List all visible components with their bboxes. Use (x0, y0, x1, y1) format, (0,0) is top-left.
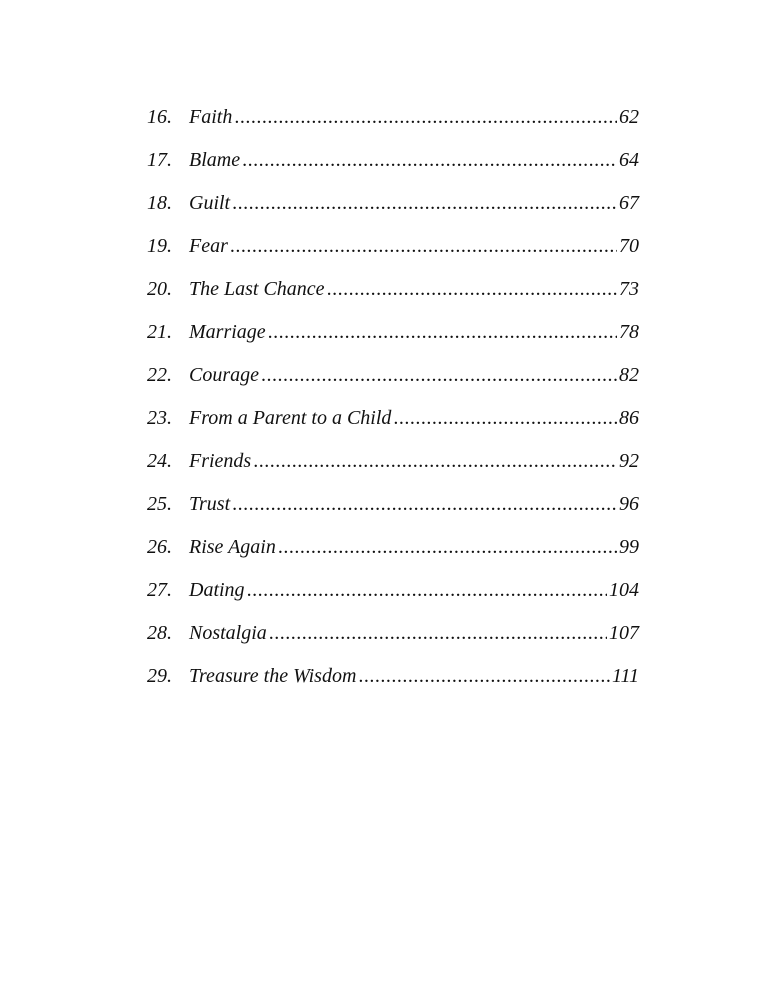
dot-leader (253, 445, 617, 477)
chapter-number: 20. (147, 278, 172, 300)
chapter-title: Rise Again (189, 536, 276, 558)
chapter-title: From a Parent to a Child (189, 407, 392, 429)
toc-entry (147, 660, 639, 703)
toc-entry (147, 445, 639, 488)
chapter-number: 17. (147, 149, 172, 171)
chapter-title: Friends (189, 450, 252, 472)
page-number: 104 (609, 579, 639, 601)
toc-entry (147, 144, 639, 187)
dot-leader (327, 273, 617, 305)
chapter-title: Blame (189, 149, 241, 171)
toc-entry (147, 617, 639, 660)
dot-leader (232, 488, 617, 520)
chapter-title: Courage (189, 364, 259, 386)
page-number: 107 (609, 622, 639, 644)
toc-entry (147, 488, 639, 531)
chapter-number: 28. (147, 622, 172, 644)
chapter-title: Guilt (189, 192, 231, 214)
dot-leader (261, 359, 617, 391)
page-number: 86 (619, 407, 639, 429)
toc-entry (147, 273, 639, 316)
chapter-number: 21. (147, 321, 172, 343)
dot-leader (358, 660, 610, 692)
dot-leader (247, 574, 607, 606)
page-number: 64 (619, 149, 639, 171)
chapter-title: Treasure the Wisdom (189, 665, 357, 687)
page-number: 92 (619, 450, 639, 472)
dot-leader (278, 531, 617, 563)
chapter-number: 22. (147, 364, 172, 386)
chapter-title: Fear (189, 235, 228, 257)
toc-entry (147, 402, 639, 445)
table-of-contents (147, 101, 639, 703)
page-number: 111 (611, 665, 639, 687)
page-number: 62 (619, 106, 639, 128)
toc-entry (147, 531, 639, 574)
chapter-number: 29. (147, 665, 172, 687)
dot-leader (268, 316, 617, 348)
chapter-number: 23. (147, 407, 172, 429)
toc-entry (147, 101, 639, 144)
page-number: 78 (619, 321, 639, 343)
chapter-title: Trust (189, 493, 231, 515)
chapter-number: 27. (147, 579, 172, 601)
page-number: 96 (619, 493, 639, 515)
chapter-title: Faith (189, 106, 233, 128)
dot-leader (393, 402, 617, 434)
page-number: 99 (619, 536, 639, 558)
dot-leader (269, 617, 607, 649)
toc-entry (147, 359, 639, 402)
dot-leader (230, 230, 617, 262)
chapter-number: 19. (147, 235, 172, 257)
dot-leader (234, 101, 617, 133)
dot-leader (242, 144, 617, 176)
chapter-number: 26. (147, 536, 172, 558)
toc-entry (147, 187, 639, 230)
page-number: 67 (619, 192, 639, 214)
page-number: 73 (619, 278, 639, 300)
chapter-number: 18. (147, 192, 172, 214)
page-number: 70 (619, 235, 639, 257)
chapter-number: 16. (147, 106, 172, 128)
dot-leader (232, 187, 617, 219)
chapter-title: The Last Chance (189, 278, 325, 300)
chapter-title: Marriage (189, 321, 266, 343)
toc-entry (147, 230, 639, 273)
chapter-title: Nostalgia (189, 622, 267, 644)
chapter-number: 25. (147, 493, 172, 515)
chapter-title: Dating (189, 579, 245, 601)
chapter-number: 24. (147, 450, 172, 472)
toc-entry (147, 316, 639, 359)
toc-entry (147, 574, 639, 617)
page-number: 82 (619, 364, 639, 386)
